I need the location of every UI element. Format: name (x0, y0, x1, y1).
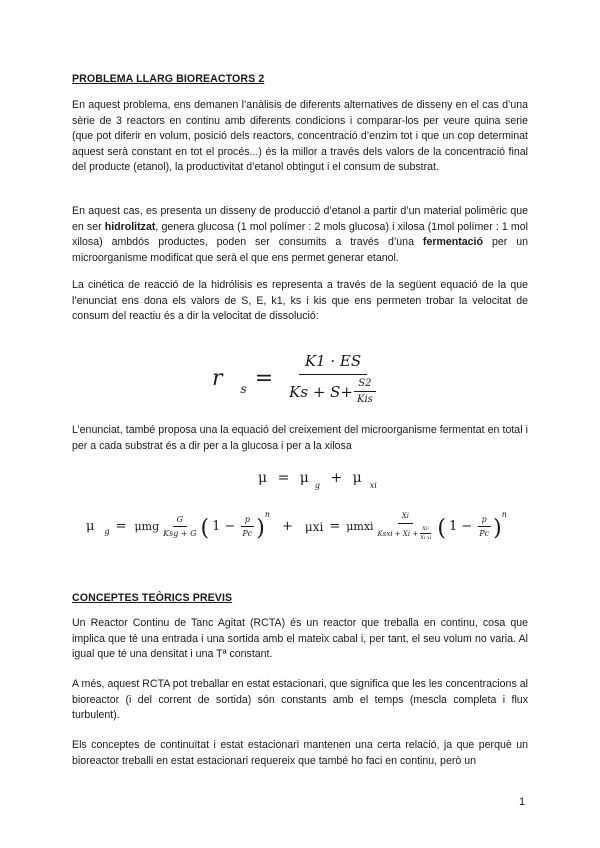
process-text-1: En aquest cas, es presenta un disseny de producció d’etanol a partir d’un material polimèric que en ser (72, 205, 528, 233)
mu-total: μ (258, 470, 268, 486)
equals-sign-4: = (329, 519, 341, 534)
denominator-terms: Ks + S+ (289, 382, 353, 401)
steady-state-paragraph: A més, aquest RCTA pot treballar en estat estacionari, que significa que les les concentracions al bioreactor (i del corrent de sortida) són constants amb el temps (mescla completa i flux turbulent). (72, 678, 528, 722)
one-minus-2: 1 − (448, 519, 473, 534)
plus-sign: + (330, 470, 343, 486)
hydrolysis-term: hidrolitzat (104, 220, 156, 233)
product-denominator-1: Pc (242, 529, 253, 538)
process-text-2: , genera glucosa (1 mol polímer : 2 mols glucosa) i xilosa (1mol polímer : 1 mol xilosa) ambdós productes, poden ser consumits a través d’una (72, 220, 528, 249)
close-paren-2: ) (493, 516, 502, 541)
xylose-denominator-terms: Ksxi + Xi + (377, 529, 419, 538)
section-heading: CONCEPTES TEÒRICS PREVIS (72, 592, 233, 604)
mumxi-term: μmxi (346, 520, 374, 533)
fermentation-term: fermentació (422, 236, 483, 249)
xylose-denominator (374, 524, 438, 541)
mu-xylose: μ (352, 470, 362, 486)
total-growth-equation (258, 470, 377, 490)
xylose-numerator: Xi (398, 512, 413, 524)
muxi-term: μxi (304, 519, 324, 534)
open-paren-1: ( (200, 516, 210, 541)
mumg-term: μmg (134, 520, 160, 533)
process-text-3: per un microorganisme modificat que serà el que ens permet generar etanol. (72, 236, 528, 264)
equals-sign: = (254, 366, 274, 391)
rate-symbol: r (212, 366, 223, 391)
rate-fraction (285, 352, 381, 405)
inhibition-numerator: S2 (354, 378, 375, 392)
xylose-fraction (374, 512, 438, 541)
xylose-subscript: xi (369, 481, 377, 490)
mu-glucose-lhs: μ (86, 519, 95, 534)
product-denominator-2: Pc (479, 529, 490, 538)
rate-numerator: K1 · ES (299, 352, 367, 375)
mu-glucose: μ (299, 470, 309, 486)
plus-sign-2: + (282, 519, 293, 534)
glucose-fraction (159, 515, 200, 538)
continuity-paragraph: Els conceptes de continuïtat i estat estacionari mantenen una certa relació, ja que perquè un bioreactor treballi en estat estacionari requereix que també ho faci en continu, però un (72, 739, 528, 767)
rcta-definition-paragraph: Un Reactor Continu de Tanc Agitat (RCTA) és un reactor que treballa en continu, cosa que implica que té una entrada i una sortida amb el mateix cabal i, per tant, el seu volum no varia. Al igual que té una densitat i una Tª constant. (72, 617, 528, 661)
growth-paragraph: L’enunciat, també proposa una la equació del creixement del microorganisme fermentat en total i per a cada substrat és a dir per a la glucosa i per a la xilosa (72, 424, 528, 452)
glucose-numerator: G (173, 515, 187, 527)
glucose-subscript: g (314, 481, 320, 490)
intro-paragraph: En aquest problema, ens demanen l’anàlisis de diferents alternatives de disseny en el cas d’una sèrie de 3 reactors en continu amb diferents condicions i comparar-los per veure quina serie (que pot diferir en volum, posició dels reactors, concentració d’enzim tot i que un cop determinat aquest serà constant en tot el procés...) és la millor a través dels valors de la concentració final del producte (etanol), la productivitat d’etanol obtingut i el consum de substrat. (72, 99, 528, 174)
equals-sign-3: = (115, 519, 127, 534)
inhibition-fraction (353, 378, 377, 405)
xylose-inhibition-numerator: Xi² (422, 526, 430, 532)
glucose-denominator: Ksg + G (163, 529, 197, 538)
product-fraction-2 (475, 515, 493, 538)
glucose-lhs-subscript: g (104, 527, 110, 536)
xylose-inhibition-denominator: Xi xi (420, 535, 432, 541)
product-numerator-1: p (241, 515, 254, 527)
one-minus-1: 1 − (212, 519, 236, 534)
substrate-growth-equation (86, 512, 507, 541)
inhibition-denominator: Kis (357, 394, 373, 405)
hydrolysis-rate-equation (212, 352, 381, 405)
process-paragraph (72, 204, 528, 266)
page-title: PROBLEMA LLARG BIOREACTORS 2 (72, 73, 265, 85)
kinetics-paragraph: La cinética de reacció de la hidrólisis es representa a través de la següent equació de la que l’enunciat ens dona els valors de S, E, k1, ks i kis que ens permeten trobar la velocitat de consum del reactiu és a dir la velocitat de dissolució: (72, 279, 528, 323)
page-number: 1 (519, 796, 526, 808)
xylose-inhibition-fraction (418, 526, 433, 541)
product-numerator-2: p (478, 515, 491, 527)
exponent-1: n (264, 510, 271, 519)
equals-sign-2: = (277, 470, 290, 486)
open-paren-2: ( (437, 516, 446, 541)
rate-denominator (285, 375, 381, 405)
rate-subscript: s (240, 381, 247, 396)
exponent-2: n (501, 510, 507, 519)
product-fraction-1 (238, 515, 256, 538)
close-paren-1: ) (256, 516, 265, 541)
